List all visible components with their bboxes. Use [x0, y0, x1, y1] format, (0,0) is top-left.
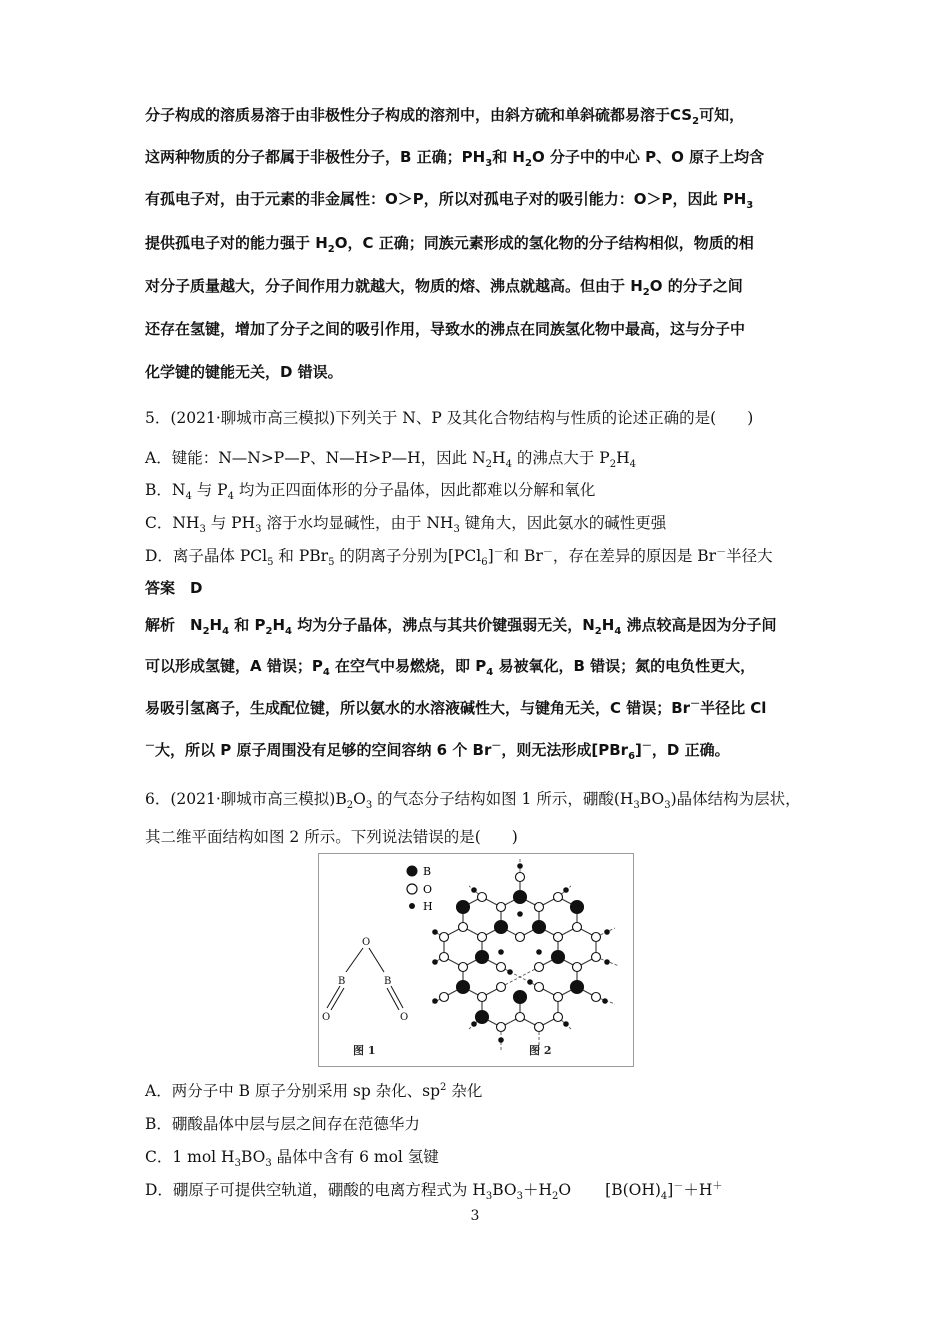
fig1-atom-o-right: O — [400, 1012, 409, 1023]
fig1-atom-b-right: B — [384, 976, 392, 987]
q6-option-b: B．硼酸晶体中层与层之间存在范德华力 — [145, 1115, 420, 1133]
q6-option-a: A．两分子中 B 原子分别采用 sp 杂化、$sp^2$ 杂化 — [145, 1082, 483, 1100]
explanation-line-7: 化学键的键能无关，D 错误。 — [145, 363, 343, 381]
explanation-line-3: 有孤电子对，由于元素的非金属性：O＞P，所以对孤电子对的吸引能力：O＞P，因此 $PH_3$ — [145, 190, 754, 211]
legend-h-marker — [409, 903, 415, 909]
page-number: 3 — [470, 1208, 480, 1224]
q5-option-d: D．离子晶体 PCl$_5$ 和 PBr$_5$ 的阴离子分别为[PCl$_6$]－和 Br－，存在差异的原因是 Br－半径大 — [145, 547, 773, 568]
fig1-caption: 图 1 — [353, 1044, 376, 1057]
q6-figure — [318, 853, 634, 1067]
explanation-line-1: 分子构成的溶质易溶于由非极性分子构成的溶剂中，由斜方硫和单斜硫都易溶于$CS_2$可知， — [145, 106, 745, 127]
figure-2-lattice — [431, 857, 619, 1050]
q5-option-b: B．$N_4$ 与 $P_4$ 均为正四面体形的分子晶体，因此都难以分解和氧化 — [145, 481, 596, 502]
q5-answer: 答案 D — [145, 579, 203, 597]
explanation-line-2: 这两种物质的分子都属于非极性分子，B 正确；$PH_3$和 $H_2O$ 分子中的中心 P、O 原子上均含 — [145, 148, 765, 169]
fig1-atom-b-left: B — [338, 976, 346, 987]
legend-o-label: O — [423, 883, 433, 896]
q5-explanation-2: 可以形成氢键，A 错误；$P_4$ 在空气中易燃烧，即 $P_4$ 易被氧化，B 错误；氮的电负性更大， — [145, 657, 756, 678]
q5-explanation-4: －大，所以 P 原子周围没有足够的空间容纳 6 个 Br－，则无法形成[PBr$_6$]－，D 正确。 — [145, 741, 730, 762]
legend-b-marker — [407, 866, 418, 877]
explanation-line-5: 对分子质量越大，分子间作用力就越大，物质的熔、沸点就越高。但由于 $H_2O$ 的分子之间 — [145, 277, 743, 298]
q6-option-c: C．1 mol $H_3BO_3$ 晶体中含有 6 mol 氢键 — [145, 1148, 439, 1169]
q5-explanation-1: 解析 $N_2H_4$ 和 $P_2H_4$ 均为分子晶体，沸点与其共价键强弱无关，$N_2H_4$ 沸点较高是因为分子间 — [145, 616, 777, 637]
explanation-line-6: 还存在氢键，增加了分子之间的吸引作用，导致水的沸点在同族氢化物中最高，这与分子中 — [145, 320, 746, 338]
figure-svg — [319, 854, 633, 1066]
fig1-atom-o-top: O — [362, 937, 371, 948]
q5-option-a: A．键能：N—N>P—P、N—H>P—H，因此 $N_2H_4$ 的沸点大于 $P_2H_4$ — [145, 449, 637, 470]
figure-legend — [407, 865, 433, 913]
q5-option-c: C．$NH_3$ 与 $PH_3$ 溶于水均显碱性，由于 $NH_3$ 键角大，因此氨水的碱性更强 — [145, 514, 667, 535]
legend-h-label: H — [423, 900, 433, 913]
fig2-caption: 图 2 — [529, 1044, 552, 1057]
q5-stem: 5．(2021·聊城市高三模拟)下列关于 N、P 及其化合物结构与性质的论述正确的是( ) — [145, 409, 754, 427]
legend-o-marker — [407, 884, 417, 894]
legend-b-label: B — [423, 865, 432, 878]
fig1-atom-o-left: O — [322, 1012, 331, 1023]
q5-explanation-3: 易吸引氢离子，生成配位键，所以氨水的水溶液碱性大，与键角无关，C 错误；Br－半径比 Cl — [145, 699, 767, 717]
q6-stem-2: 其二维平面结构如图 2 所示。下列说法错误的是( ) — [145, 828, 518, 846]
q6-option-d: D．硼原子可提供空轨道，硼酸的电离方程式为 $H_3BO_3+H_2O$ $[B(OH)_4]^-+H^+$ — [145, 1181, 723, 1202]
explanation-line-4: 提供孤电子对的能力强于 $H_2O$，C 正确；同族元素形成的氢化物的分子结构相似，物质的相 — [145, 234, 754, 255]
figure-1-molecule — [322, 937, 408, 1023]
q6-stem-1: 6．(2021·聊城市高三模拟)$B_2O_3$ 的气态分子结构如图 1 所示，硼酸$(H_3BO_3)$晶体结构为层状， — [145, 790, 801, 811]
